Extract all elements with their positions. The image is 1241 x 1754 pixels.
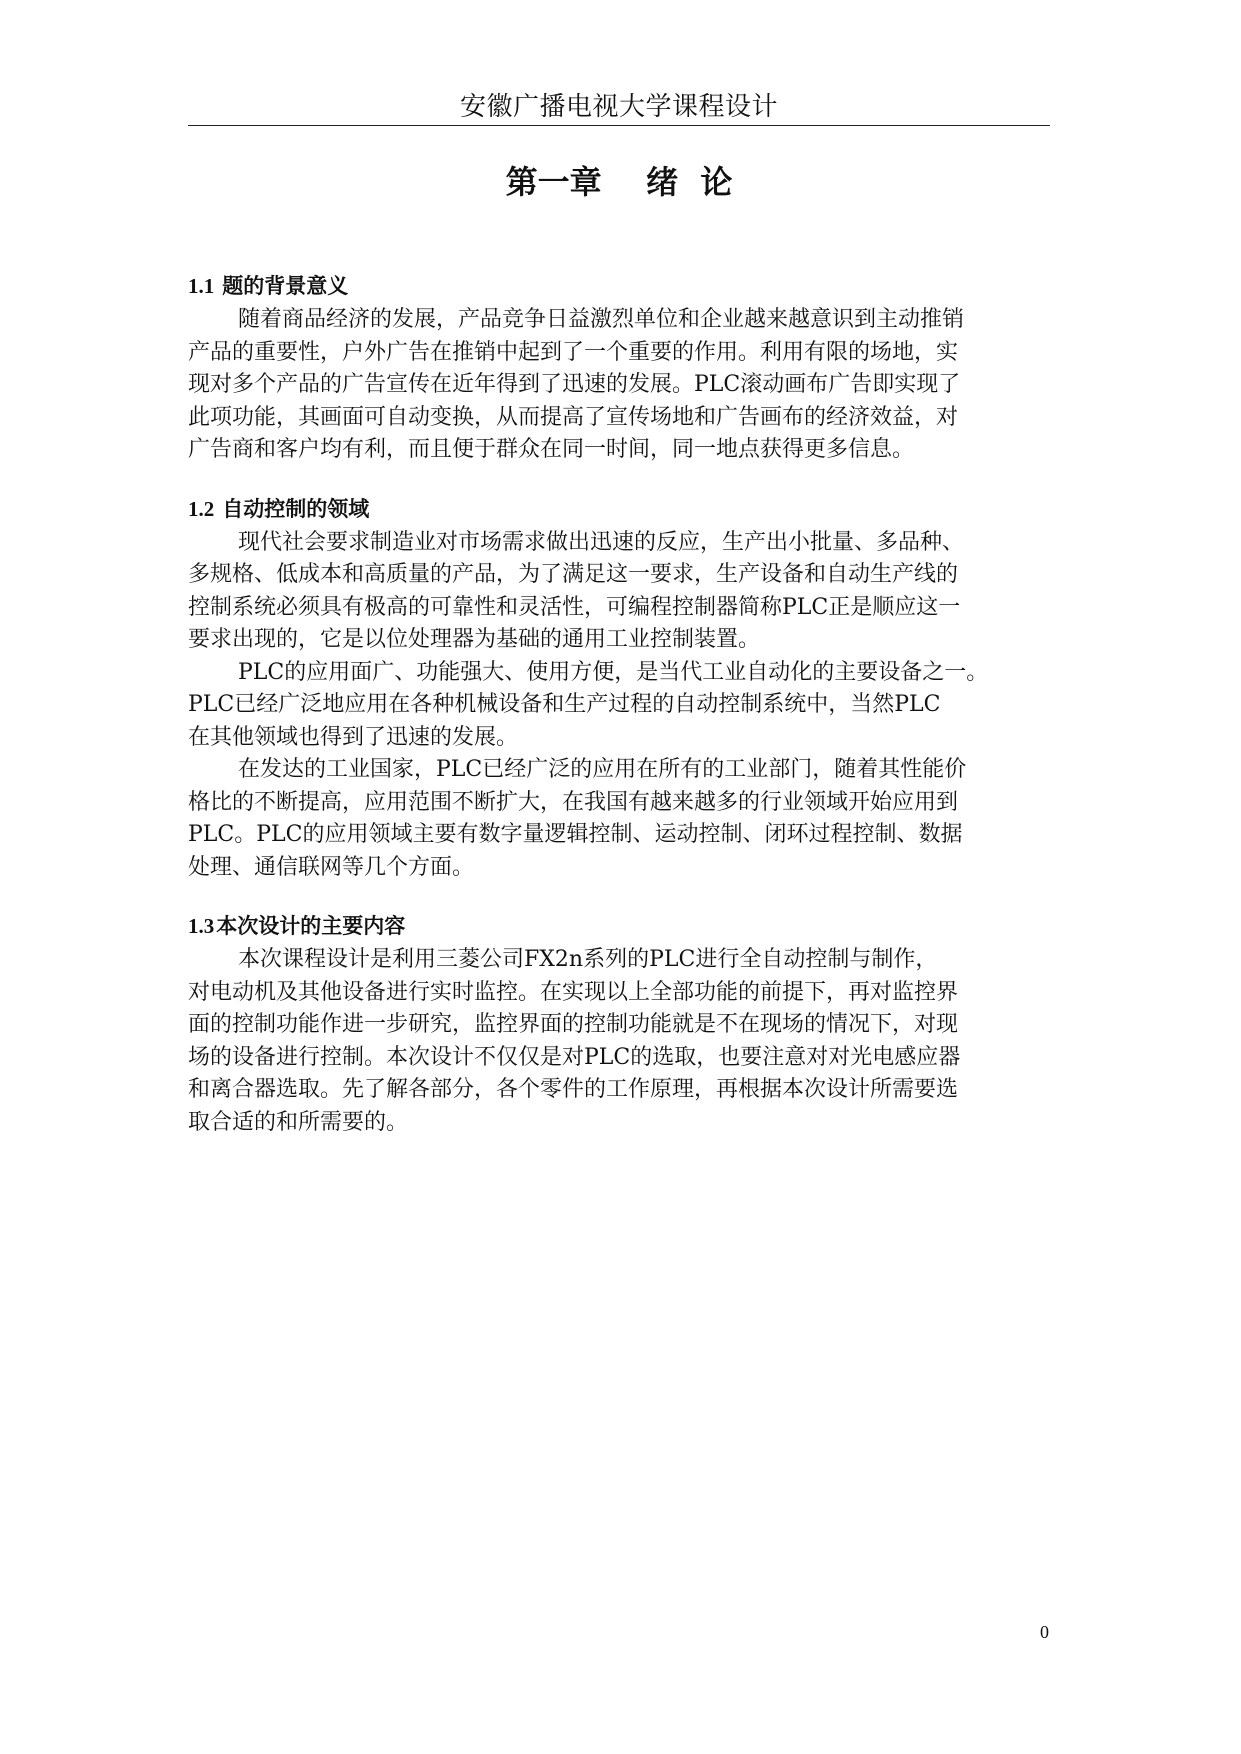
- section-1-2: [188, 493, 1060, 885]
- chapter-title: 第一章 绪 论: [505, 163, 733, 201]
- section-heading: [188, 270, 1060, 302]
- paragraph-line: 此项功能，其画面可自动变换，从而提高了宣传场地和广告画布的经济效益，对: [188, 404, 959, 430]
- section-number: 1.1: [188, 274, 215, 298]
- section-heading: [188, 910, 1060, 942]
- section-title: 本次设计的主要内容: [216, 914, 406, 938]
- paragraph-line: 要求出现的，它是以位处理器为基础的通用工业控制装置。: [188, 627, 761, 652]
- paragraph-line: PLC。PLC的应用领域主要有数字量逻辑控制、运动控制、闭环过程控制、数据: [188, 822, 963, 847]
- section-number: 1.2: [188, 496, 215, 521]
- paragraph-line: 在其他领域也得到了迅速的发展。: [188, 724, 519, 750]
- section-spacer: [188, 467, 1060, 493]
- document-body: [188, 270, 1060, 1139]
- paragraph-line: 场的设备进行控制。本次设计不仅仅是对PLC的选取，也要注意对对光电感应器: [188, 1044, 961, 1070]
- section-title: 题的背景意义: [222, 274, 349, 298]
- paragraph-line: 现对多个产品的广告宣传在近年得到了迅速的发展。PLC滚动画布广告即实现了: [188, 372, 961, 397]
- section-1-1: [188, 270, 1060, 467]
- paragraph-line: 格比的不断提高，应用范围不断扩大，在我国有越来越多的行业领域开始应用到: [188, 789, 959, 815]
- paragraph-line: 现代社会要求制造业对市场需求做出迅速的反应，生产出小批量、多品种、: [238, 529, 965, 555]
- section-title: 自动控制的领域: [222, 496, 370, 521]
- paragraph-line: 控制系统必须具有极高的可靠性和灵活性，可编程控制器简称PLC正是顺应这一: [188, 594, 961, 620]
- section-1-3: [188, 910, 1060, 1139]
- paragraph-line: 产品的重要性，户外广告在推销中起到了一个重要的作用。利用有限的场地，实: [188, 339, 959, 365]
- section-spacer: [188, 884, 1060, 910]
- page-number: 0: [1040, 1622, 1049, 1642]
- paragraph-line: 在发达的工业国家，PLC已经广泛的应用在所有的工业部门，随着其性能价: [238, 757, 967, 782]
- paragraph-line: 处理、通信联网等几个方面。: [188, 854, 475, 880]
- page-header: 安徽广播电视大学课程设计: [188, 92, 1050, 126]
- paragraph-line: 多规格、低成本和高质量的产品，为了满足这一要求，生产设备和自动生产线的: [188, 562, 959, 587]
- paragraph-line: PLC的应用面广、功能强大、使用方便，是当代工业自动化的主要设备之一。: [238, 659, 989, 685]
- paragraph-line: PLC已经广泛地应用在各种机械设备和生产过程的自动控制系统中，当然PLC: [188, 692, 941, 717]
- paragraph-line: 随着商品经济的发展，产品竞争日益激烈单位和企业越来越意识到主动推销: [238, 307, 965, 332]
- section-heading: [188, 493, 1060, 525]
- paragraph-line: 取合适的和所需要的。: [188, 1109, 409, 1135]
- paragraph-line: 面的控制功能作进一步研究，监控界面的控制功能就是不在现场的情况下，对现: [188, 1012, 959, 1037]
- paragraph-line: 本次课程设计是利用三菱公司FX2n系列的PLC进行全自动控制与制作，: [238, 947, 938, 972]
- paragraph-line: 对电动机及其他设备进行实时监控。在实现以上全部功能的前提下，再对监控界: [188, 979, 959, 1005]
- paragraph-line: 广告商和客户均有利，而且便于群众在同一时间，同一地点获得更多信息。: [188, 437, 915, 462]
- section-number: 1.3: [188, 914, 215, 938]
- paragraph-line: 和离合器选取。先了解各部分，各个零件的工作原理，再根据本次设计所需要选: [188, 1077, 959, 1102]
